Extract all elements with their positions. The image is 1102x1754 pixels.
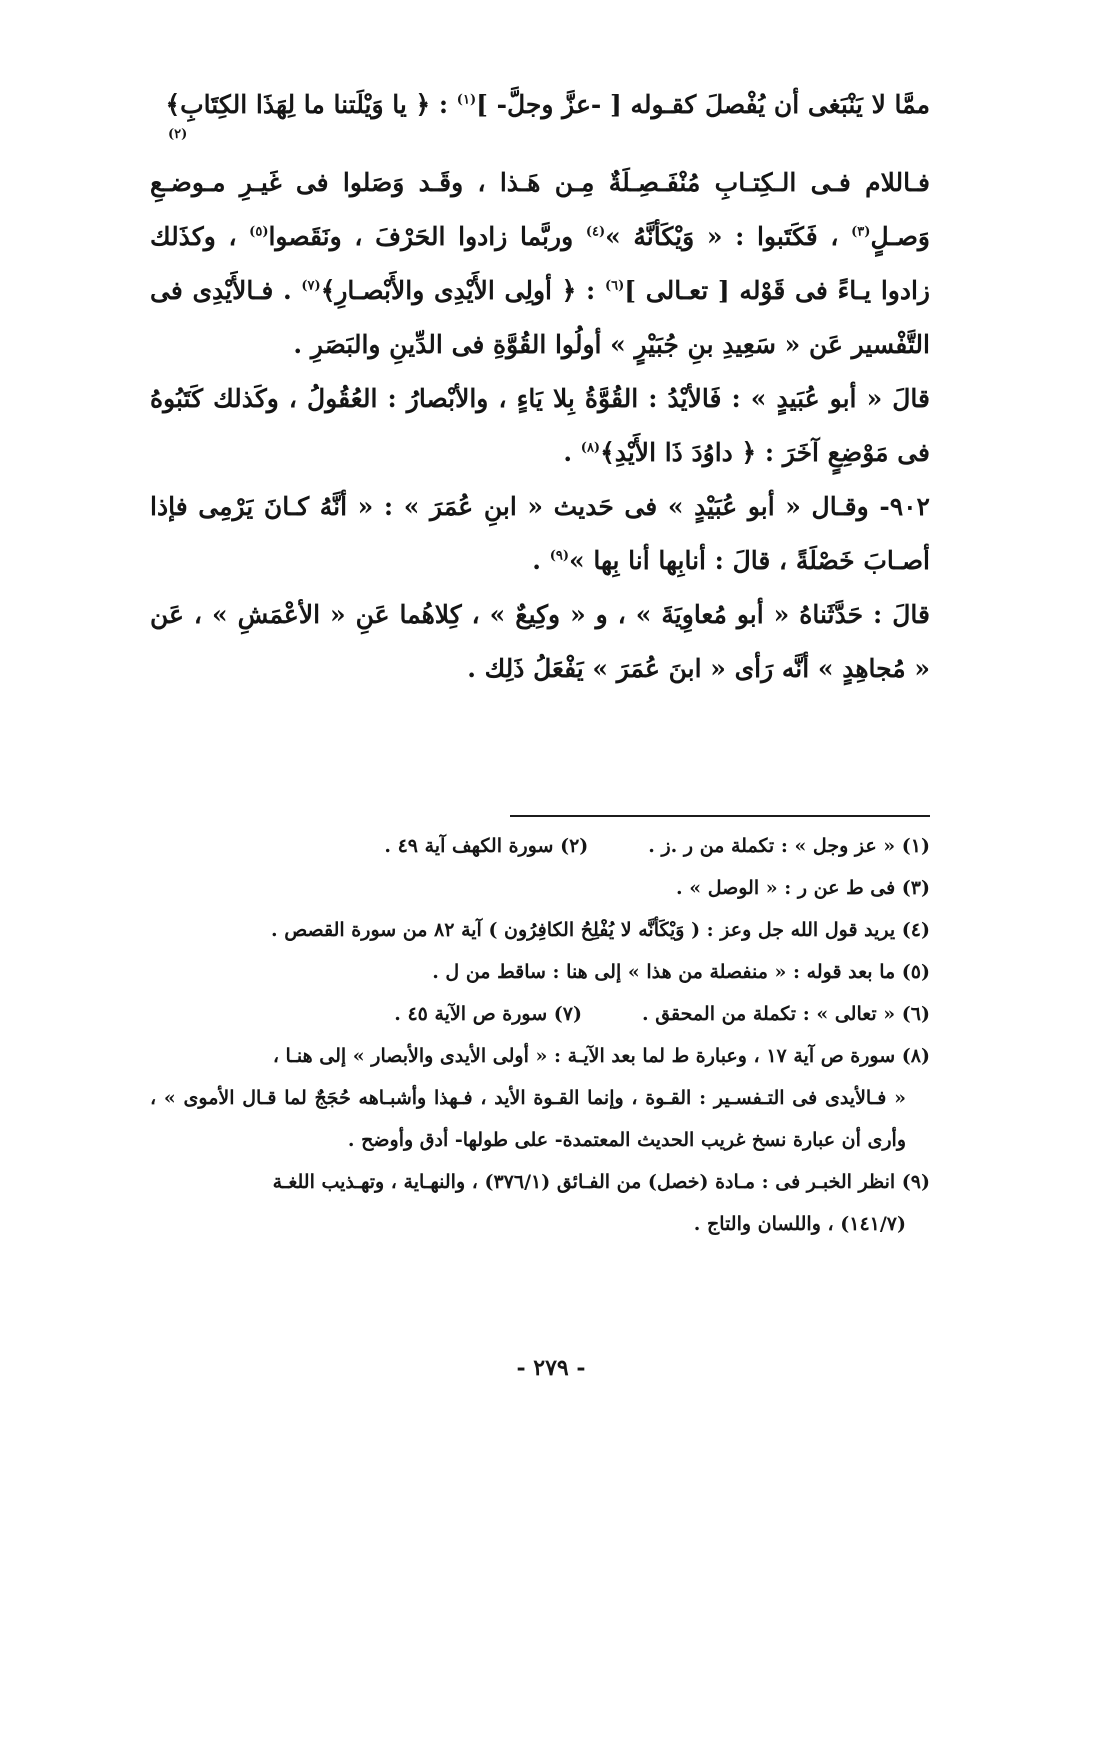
text-line: ٩٠٢- وقـال « أبو عُبَيْدٍ » فى حَديث « ابنِ عُمَرَ » : « أنَّهُ كـانَ يَرْمِى فإذا أصـابَ خَصْلَةً ، قالَ : أنابِها أنا بِها » bbox=[150, 492, 930, 575]
paragraph-3 bbox=[150, 372, 930, 480]
paragraph-2 bbox=[150, 156, 930, 372]
text-line: . bbox=[532, 546, 550, 575]
footnote-ref: (٦) bbox=[604, 278, 625, 294]
footnote-7: (٧) سورة ص الآية ٤٥ . bbox=[394, 1003, 582, 1025]
text-line: : ﴿ يا وَيْلَتنا ما لِهَذَا الكِتَابِ﴾ bbox=[165, 90, 457, 119]
text-line: . فـالأَيْدِى فى التَّفْسير عَن « سَعِيدِ بنِ جُبَيْرٍ » أولُوا القُوَّةِ فى الدِّينِ والبَصَرِ . bbox=[150, 276, 930, 359]
footnote-4: (٤) يريد قول الله جل وعز : ( وَيْكَأنَّه لا يُفْلِحُ الكافِرُون ) آية ٨٢ من سورة القصص . bbox=[271, 919, 930, 941]
text-line: ممَّا لا يَنْبَغى أن يُفْصلَ كقـوله [ -عزَّ وجلَّ- ] bbox=[476, 90, 930, 119]
footnote-8: (٨) سورة ص آية ١٧ ، وعبارة ط لما بعد الآيـة : « أولى الأيدى والأبصار » إلى هنـا ، bbox=[272, 1045, 930, 1067]
text-line: وربَّما زادوا الحَرْفَ ، ونَقَصوا bbox=[268, 222, 586, 251]
footnote-5: (٥) ما بعد قوله : « منفصلة من هذا » إلى هنا : ساقط من ل . bbox=[432, 961, 930, 983]
footnote-2: (٢) سورة الكهف آية ٤٩ . bbox=[384, 835, 589, 857]
footnote-ref: (٤) bbox=[585, 224, 606, 240]
footnote-ref: (٣) bbox=[851, 224, 871, 240]
page-number: - ٢٧٩ - bbox=[516, 1355, 586, 1381]
footnote-8-continued: « فـالأيدى فى التـفسـير : القـوة ، وإنما القـوة الأيد ، فـهذا وأشبـاهه حُجَجٌ لما قـال الأموى » ، وأرى أن عبارة نسخ غريب الحديث المعتمدة- على طولها- أدق وأوضح . bbox=[150, 1087, 906, 1151]
paragraph-5 bbox=[150, 588, 930, 696]
paragraph-1 bbox=[150, 78, 930, 132]
text-line: ، وكذَلك زادوا يـاءً فى قَوْله [ تعـالى ] bbox=[150, 222, 931, 305]
footnote-ref: (٨) bbox=[580, 440, 601, 456]
footnote-divider bbox=[510, 815, 930, 817]
footnote-6: (٦) « تعالى » : تكملة من المحقق . bbox=[641, 1003, 930, 1025]
footnote-ref: (٧) bbox=[301, 278, 321, 294]
footnote-1: (١) « عز وجل » : تكملة من ر .ز . bbox=[648, 835, 930, 857]
footnote-row bbox=[150, 825, 930, 867]
text-line: قالَ « أبو عُبَيدٍ » : فَالأيْدُ : القُوَّةُ بِلا يَاءٍ ، والأبْصارُ : العُقُولُ ، وكَذلك كَتَبُوهُ فى مَوْضِعٍ آخَرَ : ﴿ داوُدَ ذَا الأَيْدِ﴾ bbox=[150, 384, 930, 467]
footnote-9-continued: (١٤١/٧) ، واللسان والتاج . bbox=[693, 1213, 906, 1235]
footnote-9: (٩) انظر الخبـر فى : مـادة (خصل) من الفـائق (٣٧٦/١) ، والنهـاية ، وتهـذيب اللغـة bbox=[272, 1171, 930, 1193]
footnote-ref: (٥) bbox=[249, 224, 269, 240]
text-line: : ﴿ أولِى الأَيْدِى والأَبْصـارِ﴾ bbox=[320, 276, 605, 305]
footnote-ref: (٩) bbox=[549, 548, 569, 564]
text-line: قالَ : حَدَّثَناهُ « أبو مُعاوِيَةَ » ، و « وكِيعٌ » ، كِلاهُما عَنِ « الأعْمَشِ » ، عَن « مُجاهِدٍ » أنَّه رَأى « ابنَ عُمَرَ » يَفْعَلُ ذَلِك . bbox=[150, 600, 930, 683]
text-line: فـاللام فـى الـكِتـابِ مُنْفَـصِـلَةٌ مِـن هَـذا ، وقَـد وَصَلوا فى غَيـرِ مـوضـعِ وَصـلٍ bbox=[150, 168, 930, 251]
footnote-3: (٣) فى ط عن ر : « الوصل » . bbox=[676, 877, 930, 899]
footnote-ref: (٢) bbox=[168, 127, 188, 142]
text-line: ، فَكَتَبوا : « وَيْكَأنَّهُ » bbox=[605, 222, 852, 251]
text-line: . bbox=[563, 438, 581, 467]
footnote-ref: (١) bbox=[456, 92, 477, 108]
footnotes bbox=[150, 825, 930, 1245]
paragraph-4 bbox=[150, 480, 930, 588]
main-text bbox=[150, 78, 930, 696]
footnote-row bbox=[150, 993, 930, 1035]
